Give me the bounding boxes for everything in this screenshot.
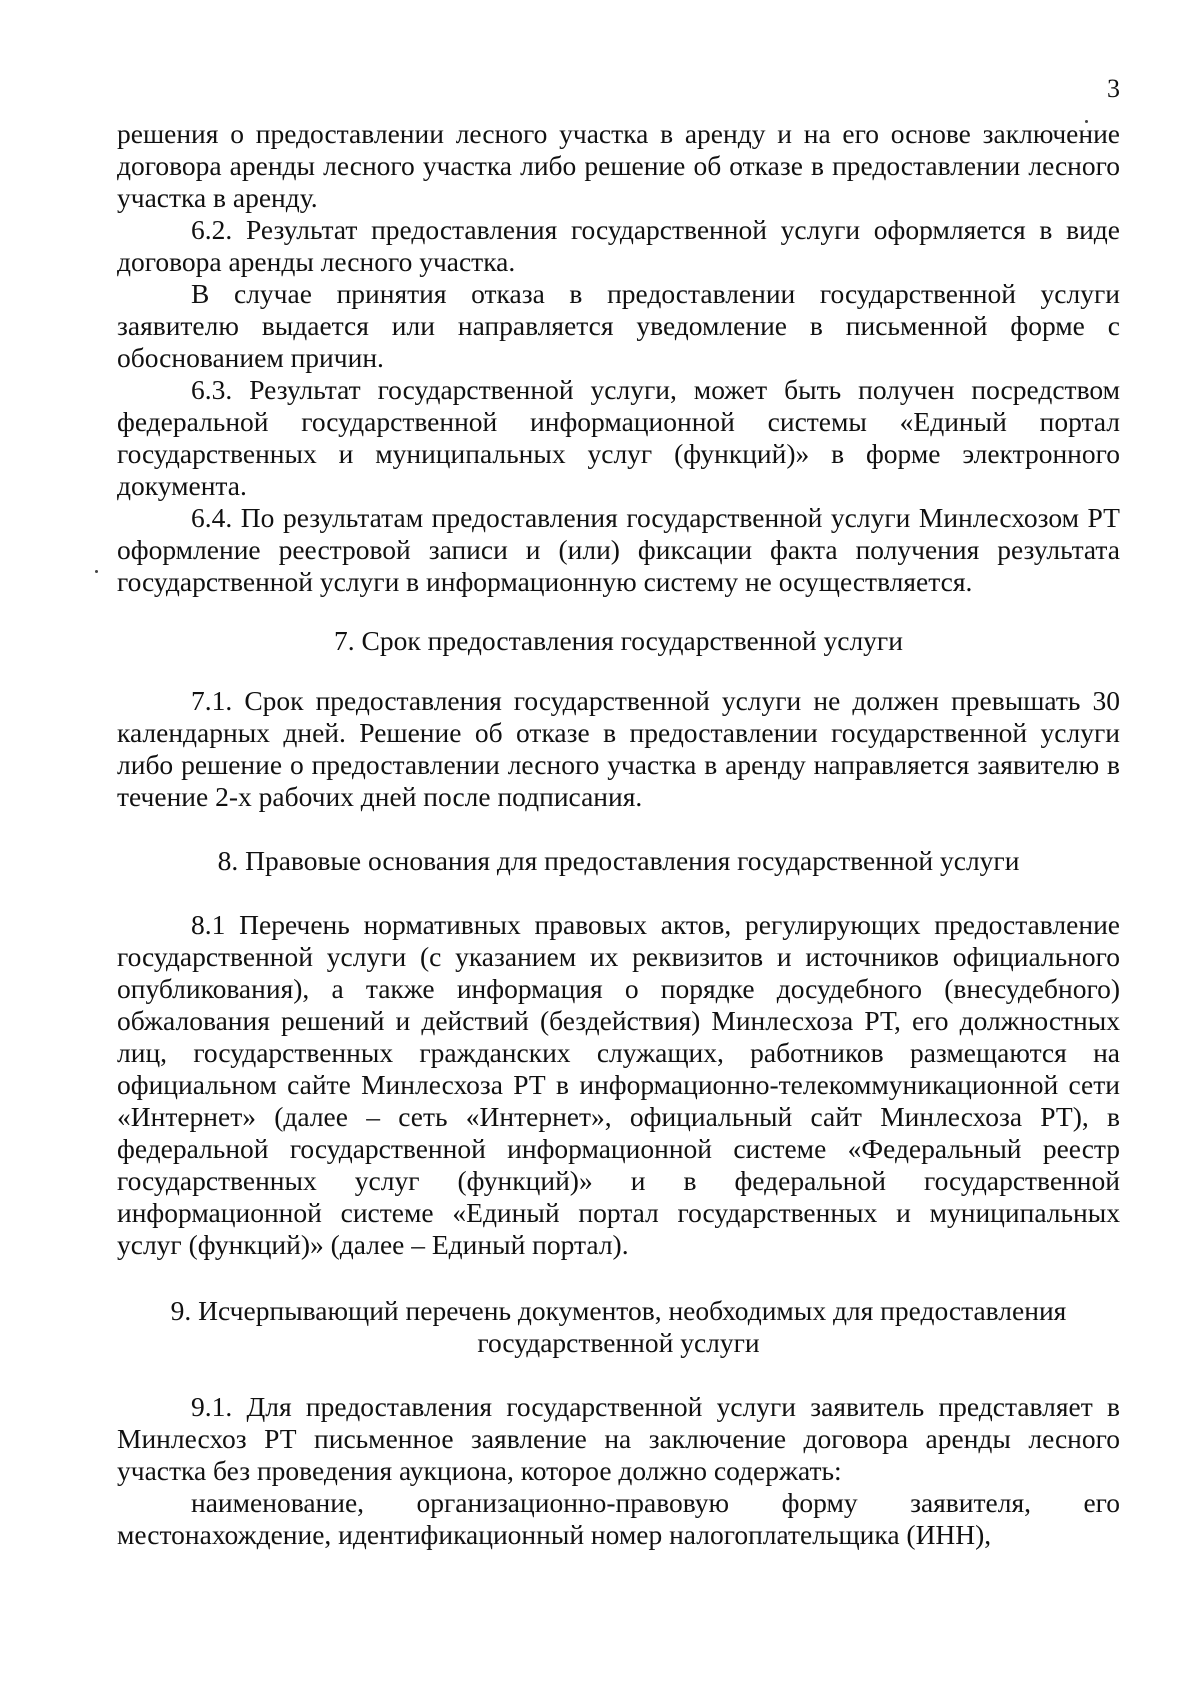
scan-speck [95, 570, 98, 573]
section-9-heading-line1: 9. Исчерпывающий перечень документов, необходимых для предоставления [170, 1295, 1067, 1326]
page-number: 3 [1107, 74, 1120, 103]
paragraph-6-4: 6.4. По результатам предоставления государственной услуги Минлесхозом РТ оформление реестровой записи и (или) фиксации факта получения результата государственной услуги в информационную систему не осуществляется. [117, 502, 1120, 597]
paragraph-6-2: 6.2. Результат предоставления государственной услуги оформляется в виде договора аренды лесного участка. [117, 214, 1120, 277]
paragraph-8-1: 8.1 Перечень нормативных правовых актов, регулирующих предоставление государственной услуги (с указанием их реквизитов и источников официального опубликования), а также информация о порядке досудебного (внесудебного) обжалования решений и действий (бездействия) Минлесхоза РТ, его должностных лиц, государственных гражданских служащих, работников размещаются на официальном сайте Минлесхоза РТ в информационно-телекоммуникационной сети «Интернет» (далее – сеть «Интернет», официальный сайт Минлесхоза РТ), в федеральной государственной информационной системе «Федеральный реестр государственных услуг (функций)» и в федеральной государственной информационной системе «Единый портал государственных и муниципальных услуг (функций)» (далее – Единый портал). [117, 909, 1120, 1260]
paragraph-refusal: В случае принятия отказа в предоставлении государственной услуги заявителю выдается или направляется уведомление в письменной форме с обоснованием причин. [117, 278, 1120, 373]
paragraph-continuation: решения о предоставлении лесного участка в аренду и на его основе заключение договора аренды лесного участка либо решение об отказе в предоставлении лесного участка в аренду. [117, 118, 1120, 213]
section-9-heading-line2: государственной услуги [477, 1327, 760, 1358]
section-8-heading: 8. Правовые основания для предоставления государственной услуги [217, 845, 1020, 876]
section-9-heading [117, 1295, 1120, 1359]
paragraph-9-1: 9.1. Для предоставления государственной услуги заявитель представляет в Минлесхоз РТ письменное заявление на заключение договора аренды лесного участка без проведения аукциона, которое должно содержать: [117, 1391, 1120, 1486]
paragraph-7-1: 7.1. Срок предоставления государственной услуги не должен превышать 30 календарных дней. Решение об отказе в предоставлении государственной услуги либо решение о предоставлении лесного участка в аренду направляется заявителю в течение 2-х рабочих дней после подписания. [117, 685, 1120, 812]
section-7-heading: 7. Срок предоставления государственной услуги [334, 625, 903, 656]
paragraph-applicant-details: наименование, организационно-правовую форму заявителя, его местонахождение, идентификационный номер налогоплательщика (ИНН), [117, 1487, 1120, 1550]
document-body [117, 118, 1120, 1551]
paragraph-6-3: 6.3. Результат государственной услуги, может быть получен посредством федеральной государственной информационной системы «Единый портал государственных и муниципальных услуг (функций)» в форме электронного документа. [117, 374, 1120, 501]
